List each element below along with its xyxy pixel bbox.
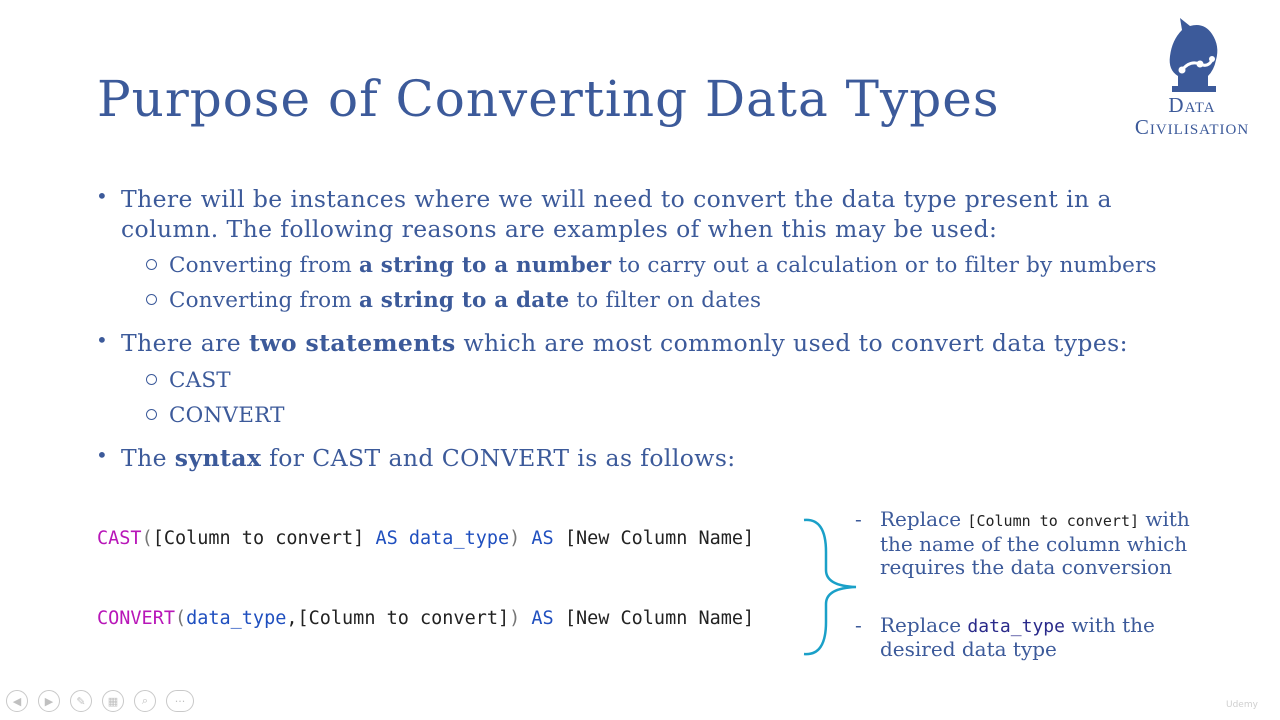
- sub-bullet-cast: CAST: [146, 368, 1196, 393]
- next-icon[interactable]: ▶: [38, 690, 60, 712]
- bullet-dot: •: [96, 328, 108, 352]
- data-civilisation-logo: [1112, 10, 1272, 140]
- slide-title: Purpose of Converting Data Types: [97, 70, 1000, 128]
- bullet-1-text: There will be instances where we will need to convert the data type present in a column. The following reasons are examples of when this may be used:: [121, 185, 1112, 243]
- bullet-dot: •: [96, 184, 108, 208]
- sub-bullet-2: Converting from a string to a date to filter on dates: [146, 288, 1196, 313]
- curly-brace-icon: [800, 512, 870, 662]
- bullet-dot: •: [96, 443, 108, 467]
- circle-bullet-icon: [146, 409, 157, 420]
- circle-bullet-icon: [146, 294, 157, 305]
- sub-bullet-convert: CONVERT: [146, 403, 1196, 428]
- more-icon[interactable]: ···: [166, 690, 194, 712]
- circle-bullet-icon: [146, 259, 157, 270]
- udemy-watermark: Udemy: [1226, 700, 1258, 710]
- sub-bullet-1: Converting from a string to a number to carry out a calculation or to filter by numbers: [146, 253, 1196, 278]
- pen-icon[interactable]: ✎: [70, 690, 92, 712]
- previous-icon[interactable]: ◀: [6, 690, 28, 712]
- circle-bullet-icon: [146, 374, 157, 385]
- zoom-icon[interactable]: ⌕: [134, 690, 156, 712]
- slide-toolbar: [6, 690, 194, 716]
- cast-syntax: CAST([Column to convert] AS data_type) AS [New Column Name]: [97, 528, 755, 549]
- logo-line1: Data: [1168, 93, 1216, 117]
- convert-syntax: CONVERT(data_type,[Column to convert]) AS [New Column Name]: [97, 608, 755, 629]
- logo-line2: Civilisation: [1134, 115, 1250, 139]
- knight-chess-icon: [1160, 10, 1224, 94]
- slides-icon[interactable]: ▦: [102, 690, 124, 712]
